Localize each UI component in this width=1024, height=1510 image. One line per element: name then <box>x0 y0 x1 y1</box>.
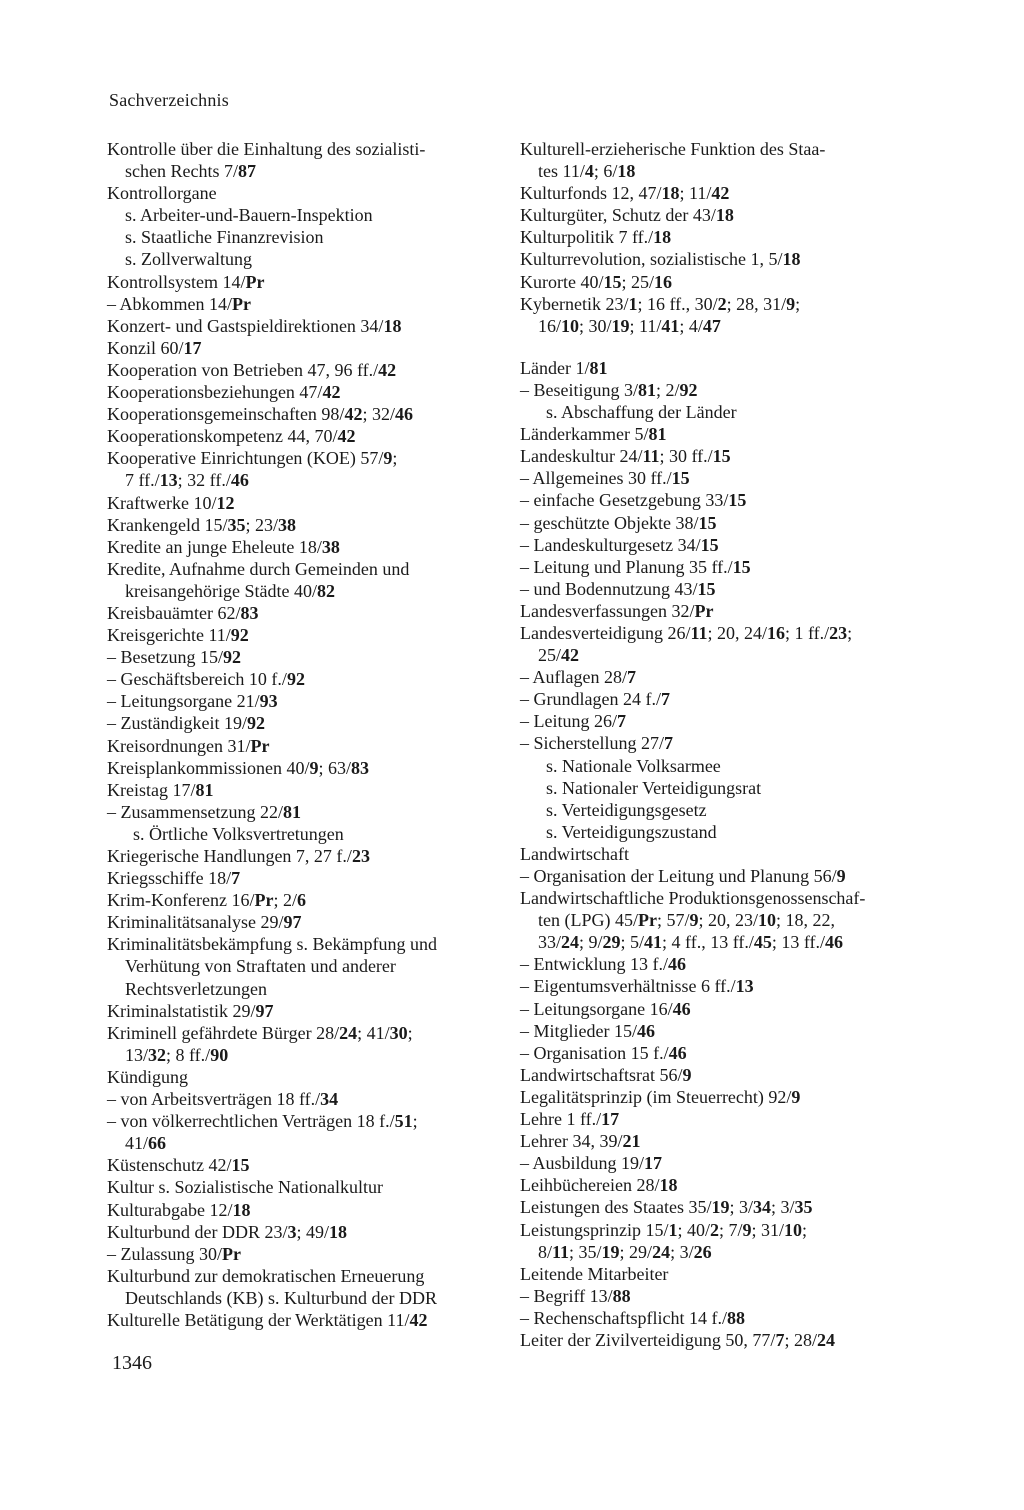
index-line: Kriminalitätsanalyse 29/97 <box>107 912 302 933</box>
index-line: – Leitung 26/7 <box>520 711 626 732</box>
index-line: 33/24; 9/29; 5/41; 4 ff., 13 ff./45; 13 ff./46 <box>538 932 844 953</box>
index-line: 13/32; 8 ff./90 <box>125 1044 229 1065</box>
index-line: Kreisplankommissionen 40/9; 63/83 <box>107 757 369 778</box>
index-line: Leiter der Zivilverteidigung 50, 77/7; 28/24 <box>520 1329 835 1350</box>
index-line: 8/11; 35/19; 29/24; 3/26 <box>538 1241 712 1262</box>
index-line: Landesverfassungen 32/Pr <box>520 600 714 621</box>
index-line: 25/42 <box>538 645 580 666</box>
index-line: – Entwicklung 13 f./46 <box>520 954 686 975</box>
index-line: Kulturpolitik 7 ff./18 <box>520 227 672 248</box>
page-number: 1346 <box>112 1352 152 1374</box>
index-line: Kooperationsbeziehungen 47/42 <box>107 382 341 403</box>
index-line: Kooperative Einrichtungen (KOE) 57/9; <box>107 448 398 469</box>
index-line: – Leitungsorgane 16/46 <box>520 998 691 1019</box>
index-line: – Zusammensetzung 22/81 <box>107 801 301 822</box>
index-line: s. Örtliche Volksvertretungen <box>133 823 344 844</box>
index-line: – Auflagen 28/7 <box>520 667 636 688</box>
index-line: Kooperationsgemeinschaften 98/42; 32/46 <box>107 404 413 425</box>
index-line: Kulturfonds 12, 47/18; 11/42 <box>520 183 730 204</box>
index-line: s. Verteidigungszustand <box>546 821 717 842</box>
section-gap <box>520 337 920 357</box>
index-line: Kurorte 40/15; 25/16 <box>520 271 672 292</box>
index-line: Kulturbund zur demokratischen Erneuerung <box>107 1265 425 1286</box>
index-line: s. Verteidigungsgesetz <box>546 799 707 820</box>
index-line: – Grundlagen 24 f./7 <box>520 689 670 710</box>
index-line: Leistungen des Staates 35/19; 3/34; 3/35 <box>520 1197 813 1218</box>
index-line: Rechtsverletzungen <box>125 978 267 999</box>
index-line: Kooperation von Betrieben 47, 96 ff./42 <box>107 359 397 380</box>
index-line: – Eigentumsverhältnisse 6 ff./13 <box>520 976 754 997</box>
index-line: 16/10; 30/19; 11/41; 4/47 <box>538 315 721 336</box>
index-line: Kybernetik 23/1; 16 ff., 30/2; 28, 31/9; <box>520 293 801 314</box>
index-line: Konzert- und Gastspieldirektionen 34/18 <box>107 315 402 336</box>
index-line: Leistungsprinzip 15/1; 40/2; 7/9; 31/10; <box>520 1219 808 1240</box>
index-line: Kulturelle Betätigung der Werktätigen 11/42 <box>107 1309 428 1330</box>
index-line: Kulturgüter, Schutz der 43/18 <box>520 205 734 226</box>
index-line: – und Bodennutzung 43/15 <box>520 578 716 599</box>
index-line: Kultur s. Sozialistische Nationalkultur <box>107 1177 383 1198</box>
index-line: Krankengeld 15/35; 23/38 <box>107 514 296 535</box>
index-line: Länder 1/81 <box>520 357 608 378</box>
index-line: – Geschäftsbereich 10 f./92 <box>107 669 305 690</box>
index-line: Kulturrevolution, sozialistische 1, 5/18 <box>520 249 801 270</box>
index-line: – Sicherstellung 27/7 <box>520 733 673 754</box>
index-line: Legalitätsprinzip (im Steuerrecht) 92/9 <box>520 1086 801 1107</box>
index-line: Deutschlands (KB) s. Kulturbund der DDR <box>125 1287 437 1308</box>
index-line: Kreisgerichte 11/92 <box>107 625 249 646</box>
index-line: Landwirtschaft <box>520 843 629 864</box>
index-line: tes 11/4; 6/18 <box>538 161 636 182</box>
index-line: Kraftwerke 10/12 <box>107 492 235 513</box>
index-line: – Zuständigkeit 19/92 <box>107 713 265 734</box>
index-line: Kündigung <box>107 1066 188 1087</box>
index-line: – Ausbildung 19/17 <box>520 1153 663 1174</box>
index-line: – Beseitigung 3/81; 2/92 <box>520 379 698 400</box>
index-line: Länderkammer 5/81 <box>520 424 667 445</box>
index-line: Lehrer 34, 39/21 <box>520 1131 641 1152</box>
index-line: 41/66 <box>125 1133 167 1154</box>
index-line: – Abkommen 14/Pr <box>107 293 251 314</box>
index-line: – Leitung und Planung 35 ff./15 <box>520 556 751 577</box>
index-line: Küstenschutz 42/15 <box>107 1155 250 1176</box>
index-column-left <box>107 138 487 1331</box>
index-line: Landesverteidigung 26/11; 20, 24/16; 1 ff./23; <box>520 622 853 643</box>
index-line: kreisangehörige Städte 40/82 <box>125 580 335 601</box>
index-line: Kreisbauämter 62/83 <box>107 602 259 623</box>
index-line: Krim-Konferenz 16/Pr; 2/6 <box>107 890 306 911</box>
index-line: schen Rechts 7/87 <box>125 161 256 182</box>
index-line: – einfache Gesetzgebung 33/15 <box>520 490 747 511</box>
index-line: Kriegsschiffe 18/7 <box>107 868 241 889</box>
index-line: ten (LPG) 45/Pr; 57/9; 20, 23/10; 18, 22, <box>538 910 836 931</box>
index-line: Kriminell gefährdete Bürger 28/24; 41/30; <box>107 1022 413 1043</box>
running-header: Sachverzeichnis <box>109 90 229 110</box>
index-line: – geschützte Objekte 38/15 <box>520 512 717 533</box>
index-line: Kulturabgabe 12/18 <box>107 1199 251 1220</box>
index-line: – Zulassung 30/Pr <box>107 1243 241 1264</box>
index-line: Kooperationskompetenz 44, 70/42 <box>107 426 356 447</box>
index-line: Kulturell-erzieherische Funktion des Staa- <box>520 139 826 159</box>
index-line: – Mitglieder 15/46 <box>520 1020 655 1041</box>
index-line: – Organisation 15 f./46 <box>520 1042 687 1063</box>
index-line: 7 ff./13; 32 ff./46 <box>125 470 249 491</box>
index-line: s. Arbeiter-und-Bauern-Inspektion <box>125 205 373 226</box>
index-line: Konzil 60/17 <box>107 337 202 358</box>
index-line: Landwirtschaftsrat 56/9 <box>520 1064 692 1085</box>
index-line: Kriminalstatistik 29/97 <box>107 1000 274 1021</box>
index-line: – Rechenschaftspflicht 14 f./88 <box>520 1307 745 1328</box>
index-line: Kredite an junge Eheleute 18/38 <box>107 536 340 557</box>
index-line: s. Zollverwaltung <box>125 249 252 270</box>
index-line: – Allgemeines 30 ff./15 <box>520 468 690 489</box>
index-line: Landwirtschaftliche Produktionsgenossenschaf- <box>520 888 866 909</box>
index-line: Leihbüchereien 28/18 <box>520 1175 678 1196</box>
index-line: Kredite, Aufnahme durch Gemeinden und <box>107 558 410 579</box>
index-line: s. Nationaler Verteidigungsrat <box>546 777 762 798</box>
index-line: Kriegerische Handlungen 7, 27 f./23 <box>107 846 370 866</box>
index-line: – Besetzung 15/92 <box>107 647 241 668</box>
index-line: s. Staatliche Finanzrevision <box>125 227 324 248</box>
index-line: Lehre 1 ff./17 <box>520 1109 620 1130</box>
index-column-right <box>520 138 920 1351</box>
index-line: Leitende Mitarbeiter <box>520 1263 669 1284</box>
index-line: – Organisation der Leitung und Planung 56/9 <box>520 866 846 886</box>
index-line: – Begriff 13/88 <box>520 1285 631 1306</box>
index-line: Landeskultur 24/11; 30 ff./15 <box>520 446 731 467</box>
index-line: – Leitungsorgane 21/93 <box>107 691 278 712</box>
index-line: s. Nationale Volksarmee <box>546 755 721 776</box>
index-line: Kulturbund der DDR 23/3; 49/18 <box>107 1221 347 1242</box>
index-line: Kontrolle über die Einhaltung des sozialisti- <box>107 139 426 159</box>
index-line: Kreisordnungen 31/Pr <box>107 735 270 756</box>
index-line: Kreistag 17/81 <box>107 779 214 800</box>
index-line: – Landeskulturgesetz 34/15 <box>520 534 719 555</box>
index-line: – von völkerrechtlichen Verträgen 18 f./51; <box>107 1111 418 1132</box>
index-line: Kontrollsystem 14/Pr <box>107 271 265 292</box>
index-line: s. Abschaffung der Länder <box>546 402 737 423</box>
index-line: – von Arbeitsverträgen 18 ff./34 <box>107 1089 339 1110</box>
index-line: Verhütung von Straftaten und anderer <box>125 956 396 977</box>
index-line: Kriminalitätsbekämpfung s. Bekämpfung und <box>107 934 437 955</box>
index-line: Kontrollorgane <box>107 183 217 204</box>
